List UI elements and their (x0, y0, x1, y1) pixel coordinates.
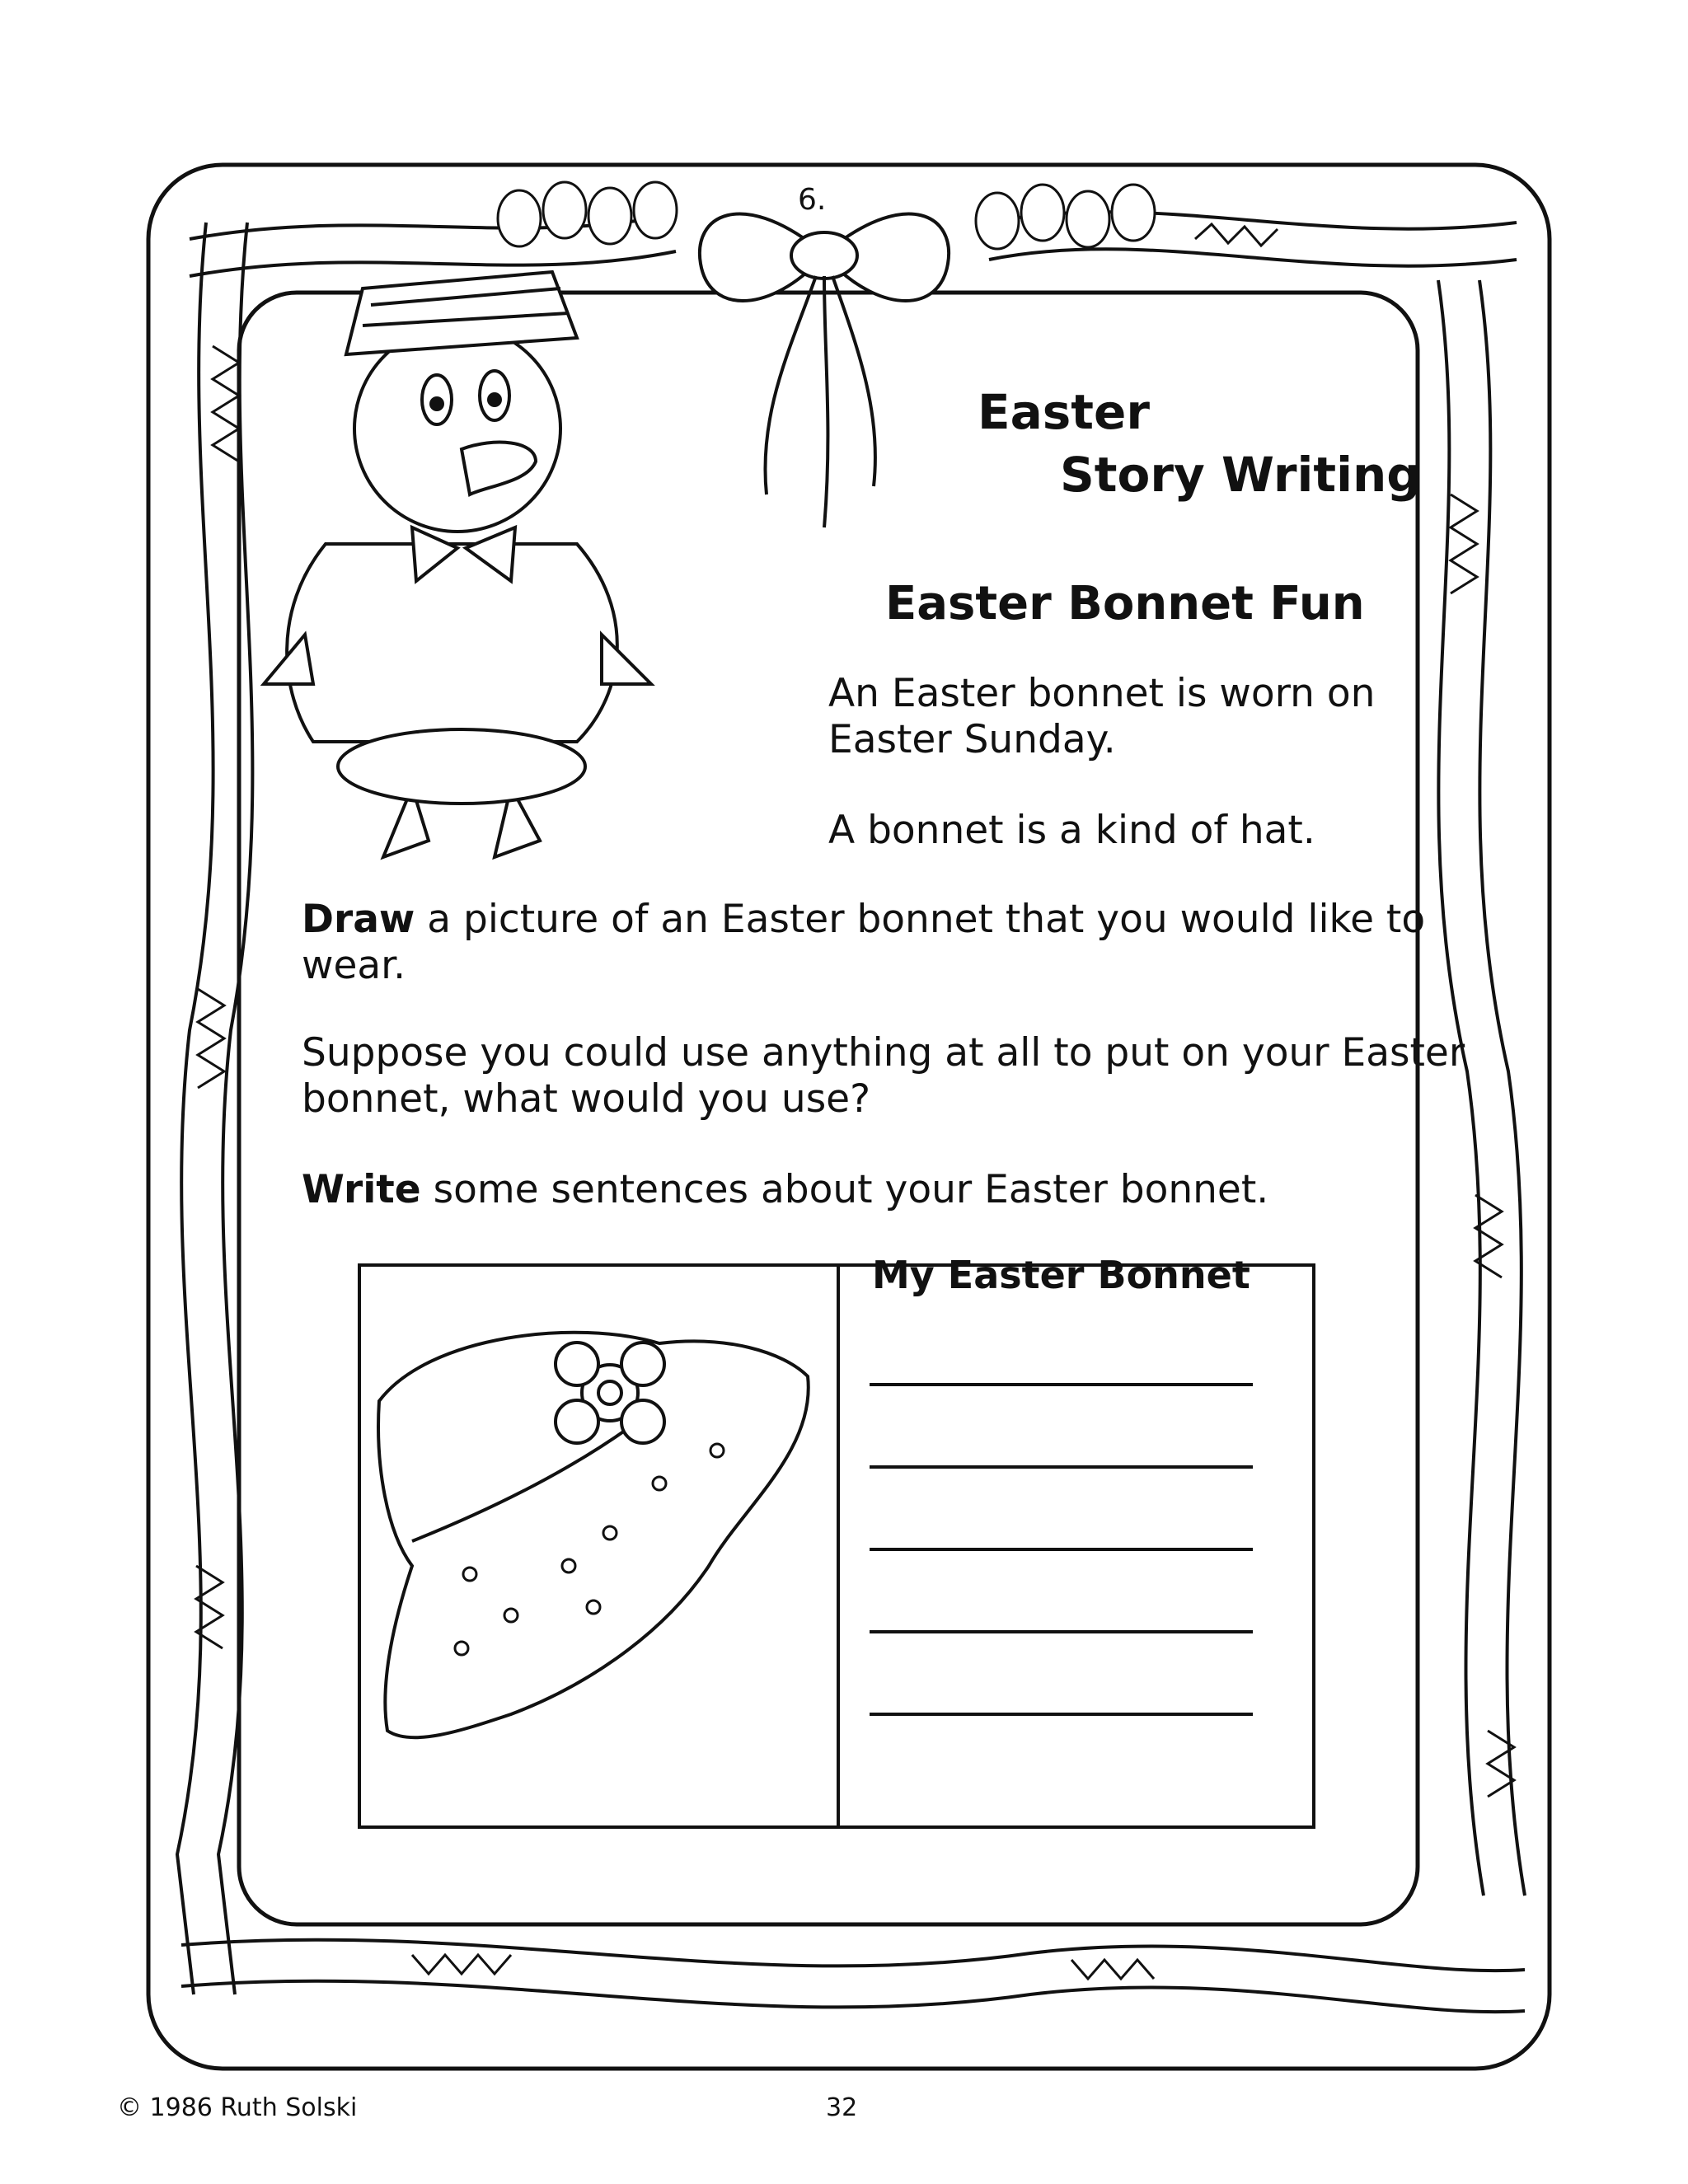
page-title-line-2: Story Writing (1060, 447, 1421, 503)
page-number: 32 (826, 2093, 858, 2122)
suppose-question: Suppose you could use anything at all to put on your Easter bonnet, what would you use? (302, 1030, 1465, 1122)
page-title-line-1: Easter (978, 384, 1150, 440)
copyright-notice: © 1986 Ruth Solski (117, 2093, 358, 2122)
draw-keyword: Draw (302, 897, 415, 942)
activity-number: 6. (798, 183, 827, 217)
write-keyword: Write (302, 1167, 421, 1212)
writing-box-heading: My Easter Bonnet (872, 1253, 1250, 1297)
draw-instruction-text: a picture of an Easter bonnet that you would like to wear. (302, 897, 1426, 988)
section-heading: Easter Bonnet Fun (885, 577, 1365, 630)
intro-paragraph-2: A bonnet is a kind of hat. (828, 808, 1315, 853)
write-instruction-text: some sentences about your Easter bonnet. (420, 1167, 1269, 1212)
intro-paragraph-1: An Easter bonnet is worn on Easter Sunday. (828, 671, 1376, 762)
